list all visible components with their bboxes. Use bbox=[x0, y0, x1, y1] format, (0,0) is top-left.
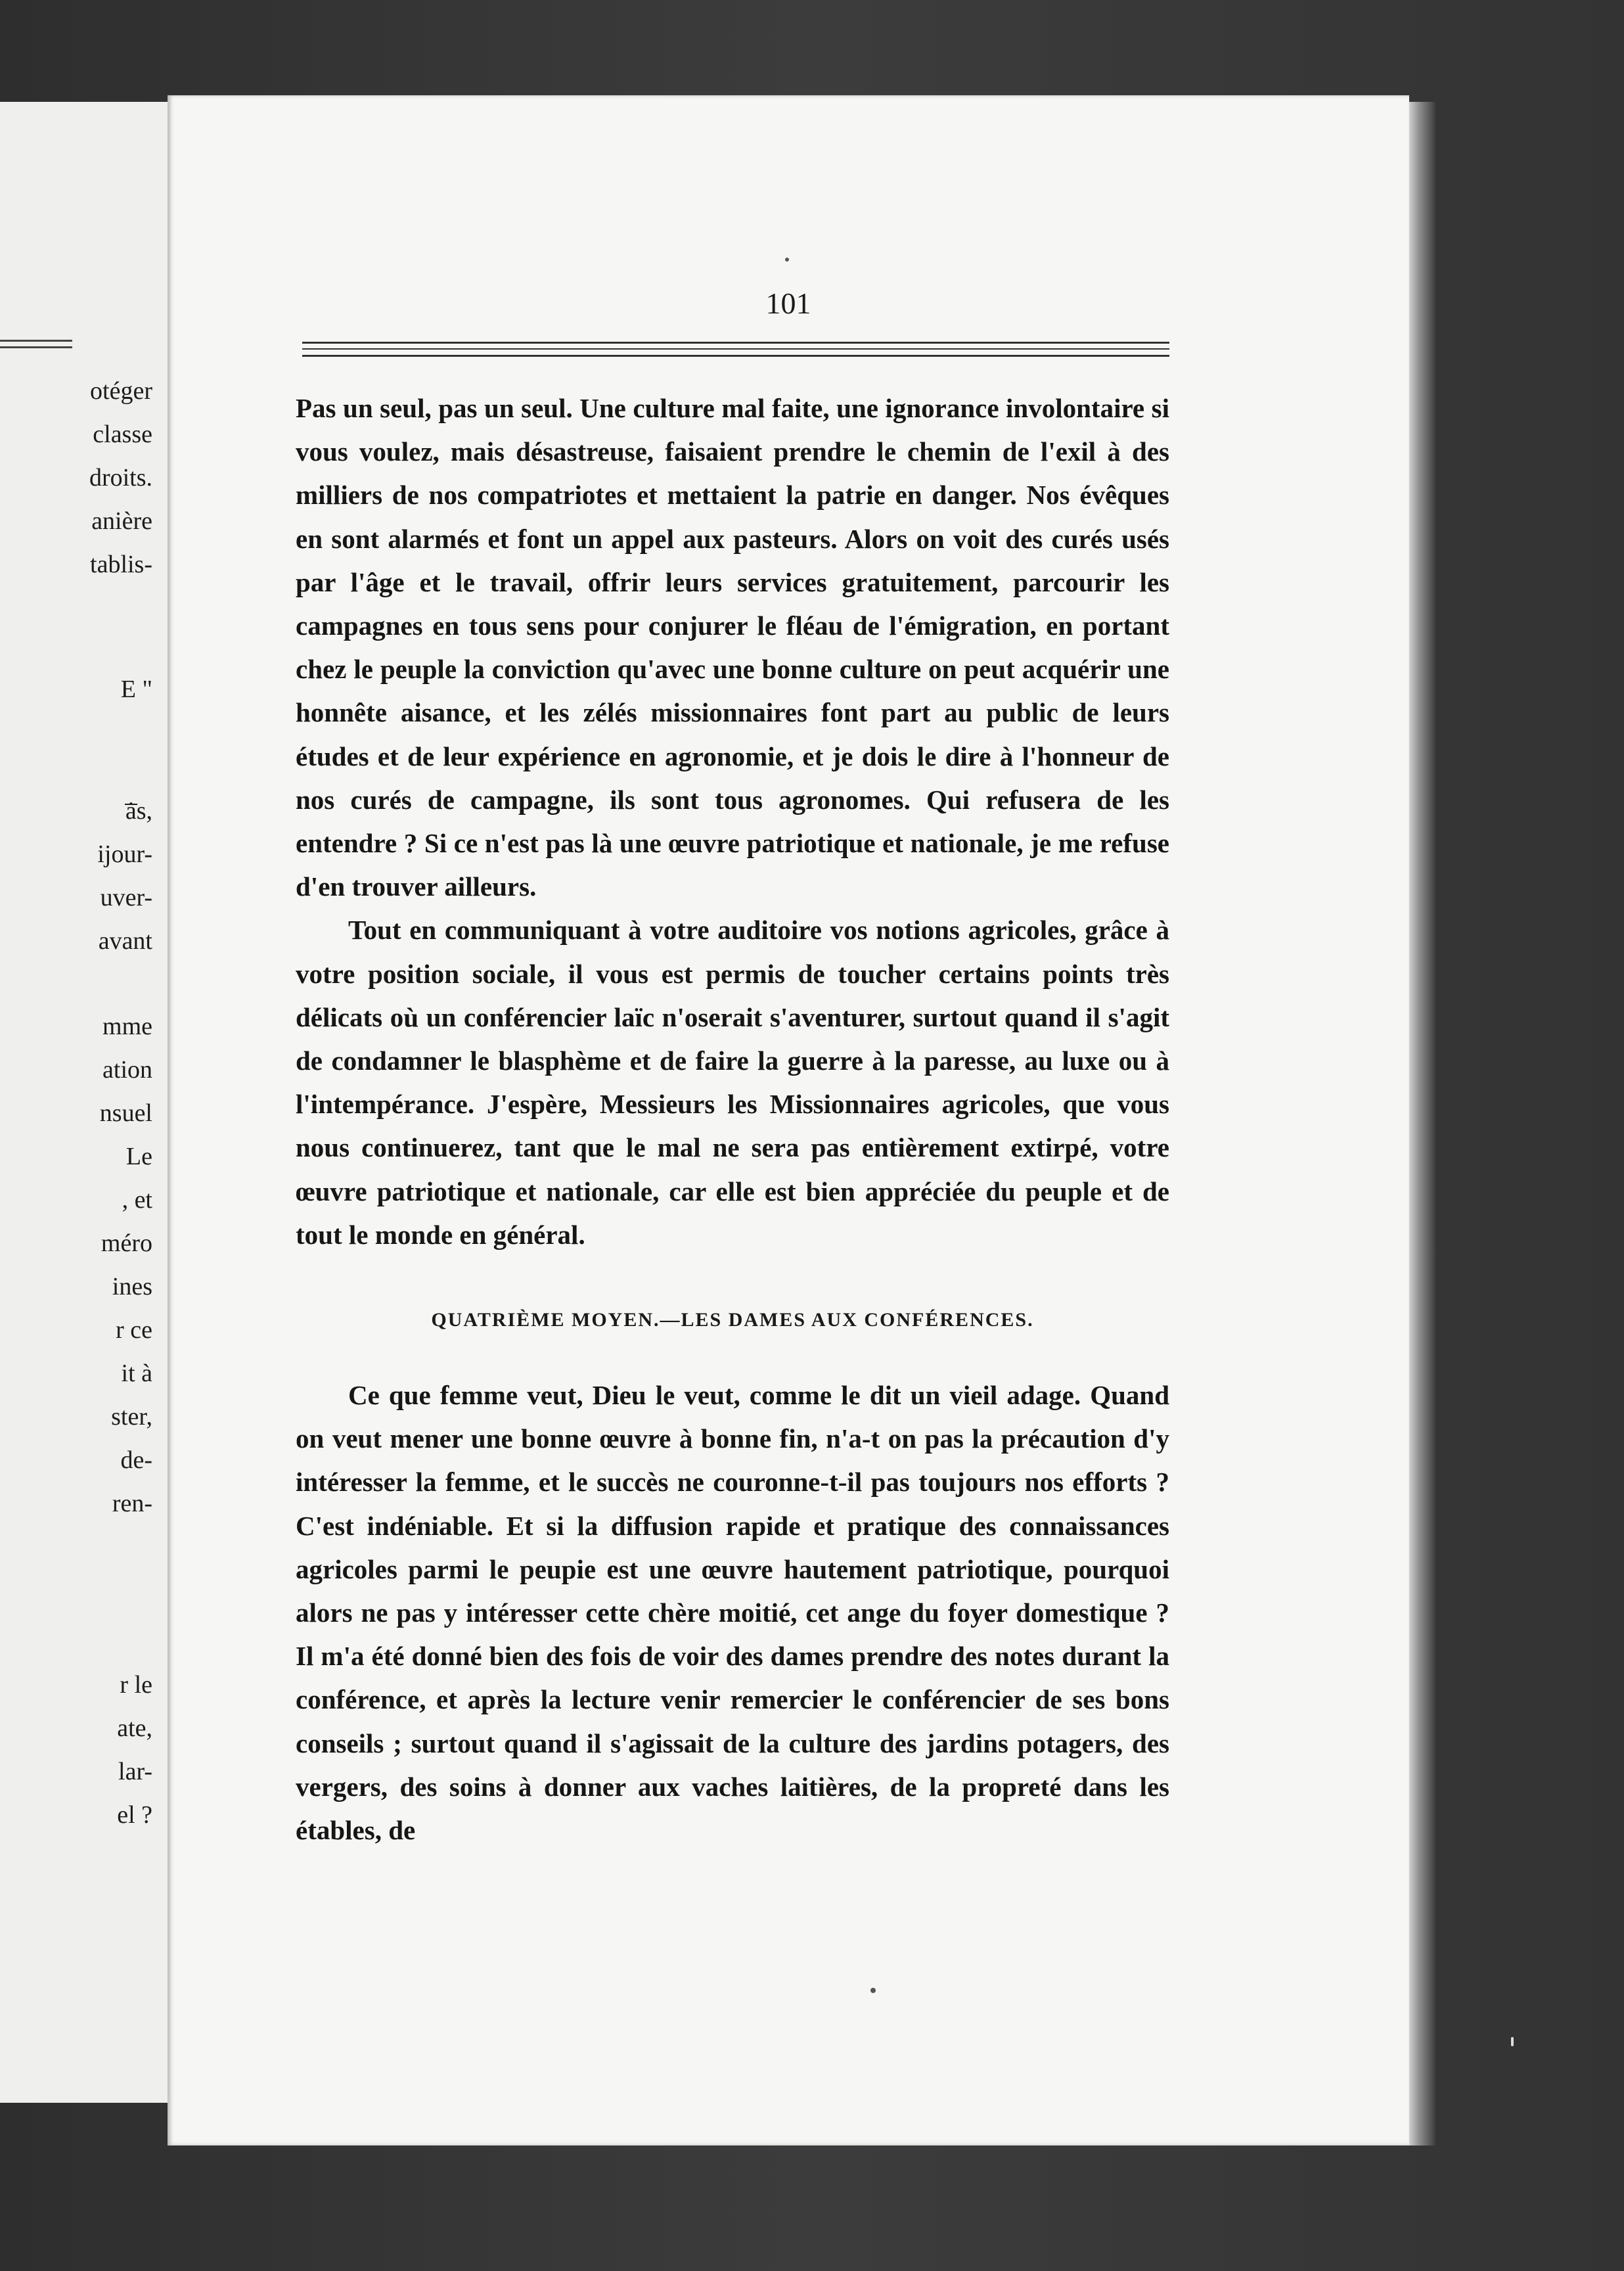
left-page-line: , et bbox=[122, 1186, 152, 1214]
scan-speck bbox=[785, 258, 789, 262]
left-page-line: E " bbox=[120, 676, 152, 703]
left-page-line: it à bbox=[121, 1360, 152, 1387]
left-page-header-rule bbox=[0, 340, 72, 342]
scan-speck bbox=[1511, 2037, 1514, 2046]
left-page-line: méro bbox=[101, 1229, 152, 1257]
header-rule bbox=[302, 342, 1169, 344]
page-number: 101 bbox=[765, 287, 811, 320]
paragraph-ce-que-femme-veut: Ce que femme veut, Dieu le veut, comme le dit un vieil adage. Quand on veut mener une bonne œuvre à bonne fin, n'a-t on pas la précaution d'y intéresser la femme, et le succès ne couronne-t-il pas toujours nos efforts ? C'est indéniable. Et si la diffusion rapide et pratique des connaissances agricoles parmi le peupie est une œuvre hautement patriotique, pourquoi alors ne pas y intéresser cette chère moitié, cet ange du foyer domestique ? Il m'a été donné bien des fois de voir des dames prendre des notes durant la conférence, et après la lecture venir remercier le conférencier de ses bons conseils ; surtout quand il s'agissait de la culture des jardins potagers, des vergers, des soins à donner aux vaches laitières, de la propreté dans les étables, de bbox=[296, 1380, 1169, 1846]
body-text-bottom bbox=[296, 1373, 1169, 1852]
left-page-line: mme bbox=[102, 1013, 152, 1040]
left-page-line: uver- bbox=[100, 884, 152, 911]
left-page-line: a̅̇s, bbox=[125, 797, 152, 825]
left-page-line: ster, bbox=[111, 1403, 152, 1431]
left-page-line: r ce bbox=[116, 1316, 152, 1344]
scan-speck bbox=[870, 1988, 876, 1993]
left-page-line: Le bbox=[125, 1143, 152, 1170]
page-edge-shadow bbox=[1409, 102, 1435, 2145]
left-page-line: ren- bbox=[112, 1490, 152, 1517]
section-heading: QUATRIÈME MOYEN.—LES DAMES AUX CONFÉRENCES. bbox=[431, 1309, 1034, 1331]
left-page-line: ines bbox=[112, 1273, 152, 1300]
left-page-line: otéger bbox=[90, 377, 152, 405]
left-page-line: droits. bbox=[89, 464, 152, 492]
left-page-line: de- bbox=[120, 1446, 152, 1474]
header-rule bbox=[302, 348, 1169, 350]
left-page-line: anière bbox=[91, 507, 152, 535]
left-page-line: el ? bbox=[117, 1801, 152, 1829]
left-page-line: ate, bbox=[117, 1714, 152, 1742]
left-page-line: nsuel bbox=[99, 1099, 152, 1127]
left-page-line: avant bbox=[98, 927, 152, 955]
header-rule bbox=[302, 355, 1169, 357]
paragraph-pas-un-seul: Pas un seul, pas un seul. Une culture mal faite, une ignorance involontaire si vous voulez, mais désastreuse, faisaient prendre le chemin de l'exil à des milliers de nos compatriotes et mettaient la patrie en danger. Nos évêques en sont alarmés et font un appel aux pasteurs. Alors on voit des curés usés par l'âge et le travail, offrir leurs services gratuitement, parcourir les campagnes en tous sens pour conjurer le fléau de l'émigration, en portant chez le peuple la conviction qu'avec une bonne culture on peut acquérir une honnête aisance, et les zélés missionnaires font part au public de leurs études et de leur expérience en agronomie, et je dois le dire à l'honneur de nos curés de campagne, ils sont tous agronomes. Qui refusera de les entendre ? Si ce n'est pas là une œuvre patriotique et nationale, je me refuse d'en trouver ailleurs. bbox=[296, 393, 1169, 902]
body-text-top bbox=[296, 386, 1169, 1256]
left-page-line: r le bbox=[120, 1671, 152, 1699]
paragraph-tout-en-communiquant: Tout en communiquant à votre auditoire vos notions agricoles, grâce à votre position sociale, il vous est permis de toucher certains points très délicats où un conférencier laïc n'oserait s'aventurer, surtout quand il s'agit de condamner le blasphème et de faire la guerre à la paresse, au luxe ou à l'intempérance. J'espère, Messieurs les Missionnaires agricoles, que vous nous continuerez, tant que le mal ne sera pas entièrement extirpé, votre œuvre patriotique et nationale, car elle est bien appréciée du peuple et de tout le monde en général. bbox=[296, 915, 1169, 1250]
left-page-line: classe bbox=[93, 421, 152, 448]
left-page-fragment bbox=[0, 102, 172, 2103]
left-page-line: ijour- bbox=[97, 840, 152, 868]
left-page-line: lar- bbox=[118, 1758, 152, 1785]
left-page-header-rule bbox=[0, 346, 72, 348]
left-page-line: ation bbox=[102, 1056, 152, 1084]
left-page-line: tablis- bbox=[90, 551, 152, 578]
